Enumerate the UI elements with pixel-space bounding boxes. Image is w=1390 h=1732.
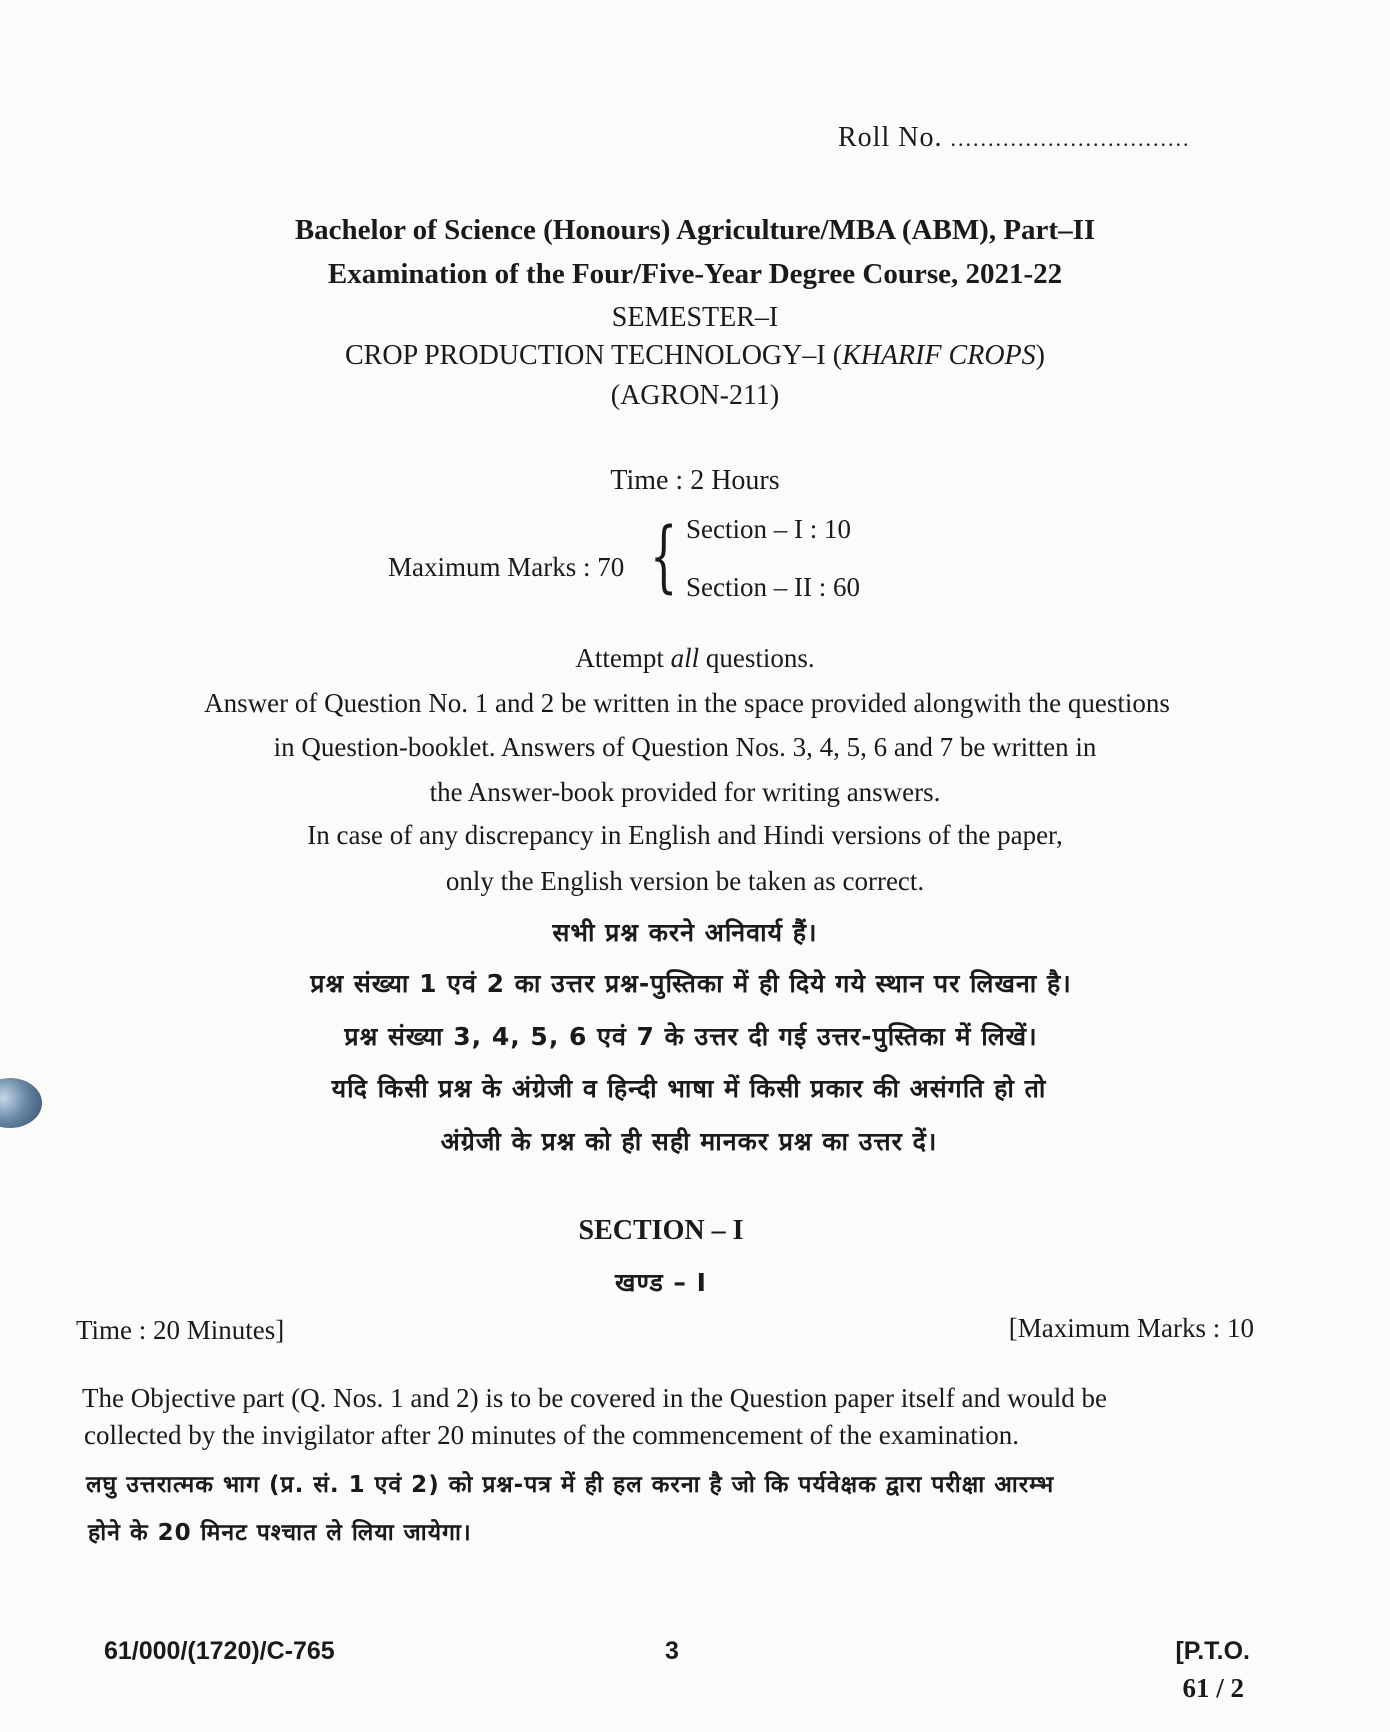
degree-title: Bachelor of Science (Honours) Agriculture/MBA (ABM), Part–II	[294, 214, 1096, 246]
instruction-line: the Answer-book provided for writing answers.	[429, 777, 941, 807]
instruction-line: Answer of Question No. 1 and 2 be written in the space provided alongwith the questions	[204, 688, 1170, 718]
attempt-italic: all	[670, 643, 700, 673]
objective-hindi: होने के 20 मिनट पश्चात ले लिया जायेगा।	[88, 1520, 472, 1546]
subject-prefix: CROP PRODUCTION TECHNOLOGY–I (	[345, 340, 843, 371]
hindi-instruction: सभी प्रश्न करने अनिवार्य हैं।	[552, 918, 818, 947]
subject-title	[0, 340, 1390, 372]
hindi-instruction: प्रश्न संख्या 1 एवं 2 का उत्तर प्रश्न-पुस्तिका में ही दिये गये स्थान पर लिखना है।	[310, 969, 1072, 998]
roll-label: Roll No.	[838, 122, 943, 153]
subject-italic: KHARIF CROPS	[842, 340, 1036, 371]
objective-text: collected by the invigilator after 20 minutes of the commencement of the examination.	[84, 1420, 1019, 1450]
instruction-line: only the English version be taken as correct.	[445, 866, 925, 896]
section-time: Time : 20 Minutes]	[76, 1315, 285, 1345]
objective-hindi: लघु उत्तरात्मक भाग (प्र. सं. 1 एवं 2) को प्रश्न-पत्र में ही हल करना है जो कि पर्यवेक्षक द्वारा परीक्षा आरम्भ	[86, 1472, 1055, 1498]
paper-code: 61/000/(1720)/C-765	[104, 1637, 335, 1665]
max-marks: Maximum Marks : 70	[388, 552, 625, 582]
hindi-instruction: यदि किसी प्रश्न के अंग्रेजी व हिन्दी भाषा में किसी प्रकार की असंगति हो तो	[331, 1074, 1047, 1103]
page-number: 3	[665, 1637, 679, 1665]
section2-marks: Section – II : 60	[686, 572, 860, 602]
exam-title: Examination of the Four/Five-Year Degree Course, 2021-22	[327, 258, 1063, 290]
sheet-number: 61 / 2	[1182, 1673, 1244, 1703]
section-title-hindi: खण्ड – I	[615, 1268, 707, 1297]
hindi-instruction: प्रश्न संख्या 3, 4, 5, 6 एवं 7 के उत्तर दी गई उत्तर-पुस्तिका में लिखें।	[344, 1022, 1038, 1051]
course-code: (AGRON-211)	[610, 380, 780, 411]
objective-text: The Objective part (Q. Nos. 1 and 2) is to be covered in the Question paper itself and would be	[82, 1383, 1107, 1413]
instruction-line: In case of any discrepancy in English and Hindi versions of the paper,	[307, 820, 1063, 850]
semester: SEMESTER–I	[611, 302, 779, 333]
attempt-all	[0, 643, 1390, 674]
hindi-instruction: अंग्रेजी के प्रश्न को ही सही मानकर प्रश्न का उत्तर दें।	[440, 1127, 938, 1156]
attempt-suffix: questions.	[699, 643, 815, 673]
attempt-prefix: Attempt	[575, 643, 671, 673]
section-title: SECTION – I	[578, 1215, 744, 1246]
subject-suffix: )	[1035, 340, 1045, 371]
exam-time: Time : 2 Hours	[610, 465, 780, 496]
section1-marks: Section – I : 10	[686, 514, 851, 544]
pto: [P.T.O.	[1175, 1637, 1250, 1665]
instruction-line: in Question-booklet. Answers of Question Nos. 3, 4, 5, 6 and 7 be written in	[273, 732, 1097, 762]
roll-dots: ................................	[950, 126, 1191, 151]
brace-icon: {	[650, 512, 678, 602]
section-max-marks: [Maximum Marks : 10	[1008, 1313, 1254, 1343]
roll-number	[838, 122, 1190, 154]
